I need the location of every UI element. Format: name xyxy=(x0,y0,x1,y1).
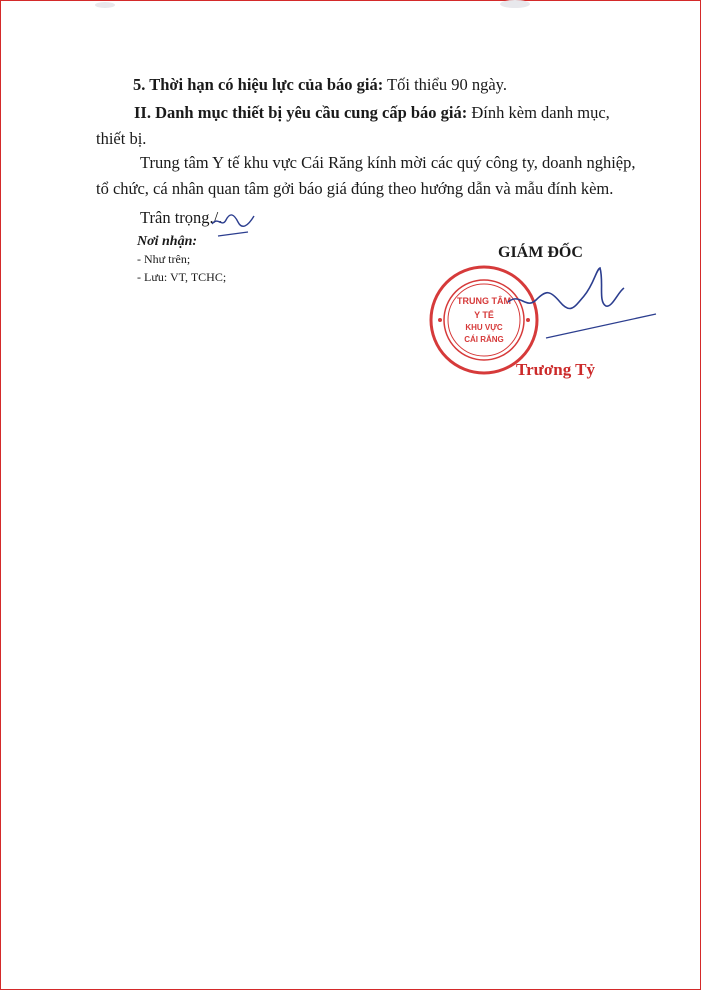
equipment-list-item xyxy=(96,100,636,152)
validity-value: Tối thiểu 90 ngày. xyxy=(383,75,507,94)
equipment-list-label: II. Danh mục thiết bị yêu cầu cung cấp báo giá: xyxy=(134,103,468,122)
scan-artifact xyxy=(95,2,115,8)
director-title: GIÁM ĐỐC xyxy=(498,244,583,261)
scan-artifact xyxy=(500,0,530,8)
recipient-item: - Như trên; xyxy=(137,252,191,266)
svg-text:TRUNG TÂM: TRUNG TÂM xyxy=(457,296,511,306)
recipient-item: - Lưu: VT, TCHC; xyxy=(137,270,227,284)
svg-text:CÁI RĂNG: CÁI RĂNG xyxy=(464,335,504,344)
signer-name: Trương Tỷ xyxy=(516,360,595,379)
recipients-title: Nơi nhận: xyxy=(137,234,198,249)
equipment-list-value: Đính kèm danh mục, thiết bị. xyxy=(96,103,610,148)
closing-text: Trân trọng./. xyxy=(140,208,223,227)
initial-mark xyxy=(208,206,258,242)
invitation-paragraph: Trung tâm Y tế khu vực Cái Răng kính mời các quý công ty, doanh nghiệp, tổ chức, cá nhân quan tâm gởi báo giá đúng theo hướng dẫn và mẫu đính kèm. xyxy=(96,153,636,198)
validity-period-item xyxy=(133,72,507,98)
svg-text:Y TẾ: Y TẾ xyxy=(474,310,494,320)
validity-label: 5. Thời hạn có hiệu lực của báo giá: xyxy=(133,75,384,94)
director-signature xyxy=(500,262,660,342)
svg-text:KHU VỰC: KHU VỰC xyxy=(465,323,503,332)
